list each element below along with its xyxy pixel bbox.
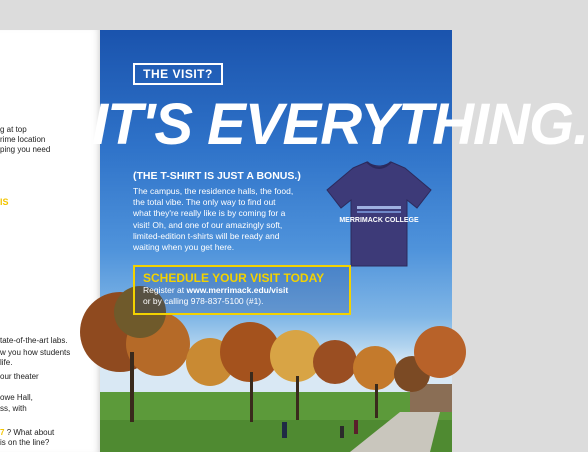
campus-photo bbox=[100, 292, 452, 452]
body-copy bbox=[133, 186, 323, 253]
tshirt-print: MERRIMACK COLLEGE bbox=[339, 217, 419, 224]
left-text-fragment: life. bbox=[0, 358, 13, 367]
ad-page bbox=[92, 30, 588, 452]
left-text-fragment: w you how students bbox=[0, 348, 71, 357]
left-text-fragment: our theater bbox=[0, 372, 39, 381]
left-heading-fragment: IS bbox=[0, 197, 9, 207]
cta-box bbox=[133, 265, 351, 315]
cta-register-line bbox=[143, 285, 341, 296]
left-text-fragment: rime location bbox=[0, 135, 46, 144]
visit-url-link[interactable]: www.merrimack.edu/visit bbox=[186, 285, 289, 295]
tshirt-image bbox=[323, 160, 435, 270]
left-text-fragment: ping you need bbox=[0, 145, 51, 154]
headline: IT'S EVERYTHING. bbox=[92, 92, 588, 157]
body-line: visit! Oh, and one of our amazingly soft, bbox=[133, 219, 283, 230]
body-line: what they're really like is by coming for a bbox=[133, 208, 286, 219]
left-text-fragment: g at top bbox=[0, 125, 27, 134]
subhead: (THE T-SHIRT IS JUST A BONUS.) bbox=[133, 170, 301, 182]
body-line: The campus, the residence halls, the food, bbox=[133, 186, 294, 196]
cta-phone-line: or by calling 978-837-5100 (#1). bbox=[143, 296, 264, 306]
body-line: limited-edition t-shirts will be ready and bbox=[133, 230, 280, 241]
cta-register-prefix: Register at bbox=[143, 285, 187, 295]
visit-label-box: THE VISIT? bbox=[133, 63, 223, 85]
left-text-fragment: tate-of-the-art labs. bbox=[0, 336, 68, 345]
left-text-fragment: owe Hall, bbox=[0, 393, 33, 402]
body-line: waiting when you get here. bbox=[133, 242, 235, 253]
left-text-fragment: is on the line? bbox=[0, 438, 50, 447]
left-page bbox=[0, 30, 100, 452]
cta-title: SCHEDULE YOUR VISIT TODAY bbox=[143, 271, 325, 285]
left-text-fragment: 7 ? What about bbox=[0, 428, 55, 437]
body-line: the total vibe. The only way to find out bbox=[133, 197, 276, 208]
left-text-fragment: ss, with bbox=[0, 404, 27, 413]
